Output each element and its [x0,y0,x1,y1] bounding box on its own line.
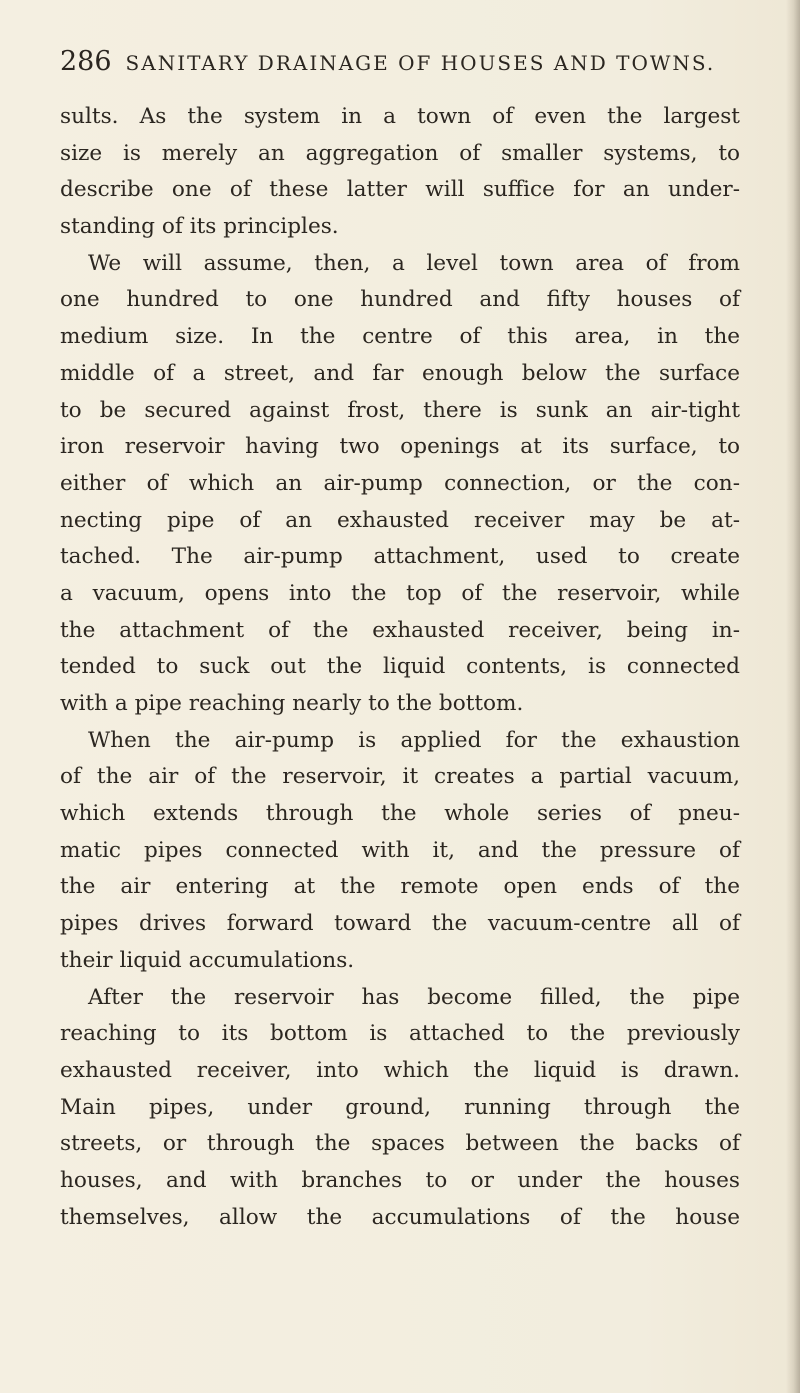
text-line: of the air of the reservoir, it creates a partial vacuum, [60,764,740,790]
text-line: their liquid accumulations. [60,947,355,973]
page-header [60,46,760,88]
text-line: tached. The air-pump attachment, used to create [60,544,740,570]
text-line: either of which an air-pump connection, or the con- [60,470,740,496]
text-line: with a pipe reaching nearly to the bottom. [60,691,524,716]
text-line: sults. As the system in a town of even the largest [60,104,740,129]
text-line: When the air-pump is applied for the exhaustion [88,727,740,753]
text-line: Main pipes, under ground, running through the [60,1094,740,1120]
text-line: tended to suck out the liquid contents, is connected [60,654,740,680]
text-line: middle of a street, and far enough below the surface [60,360,740,386]
text-line: medium size. In the centre of this area, in the [60,324,740,350]
text-line: standing of its principles. [60,214,339,240]
page-number: 286 [60,46,112,77]
text-line: themselves, allow the accumulations of the house [60,1204,740,1230]
text-line: a vacuum, opens into the top of the reservoir, while [60,580,740,606]
text-line: pipes drives forward toward the vacuum-centre all of [60,911,740,937]
text-line: matic pipes connected with it, and the pressure of [60,837,740,863]
text-line: reaching to its bottom is attached to the previously [60,1021,740,1047]
running-head: SANITARY DRAINAGE OF HOUSES AND TOWNS. [125,51,716,75]
text-line: one hundred to one hundred and fifty houses of [60,287,740,313]
text-line: streets, or through the spaces between the backs of [60,1131,740,1157]
text-line: iron reservoir having two openings at its surface, to [60,434,740,460]
text-line: which extends through the whole series of pneu- [60,801,740,827]
text-line: We will assume, then, a level town area of from [88,250,740,276]
text-line: After the reservoir has become filled, the pipe [88,984,740,1010]
text-line: to be secured against frost, there is sunk an air-tight [60,397,740,423]
text-line: necting pipe of an exhausted receiver may be at- [60,507,740,533]
text-line: exhausted receiver, into which the liquid is drawn. [60,1057,740,1083]
text-line: describe one of these latter will suffice for an under- [60,177,740,203]
text-line: the attachment of the exhausted receiver, being in- [60,617,740,643]
text-line: houses, and with branches to or under the houses [60,1167,740,1193]
body-text [60,99,740,1236]
text-line: the air entering at the remote open ends of the [60,874,740,900]
text-line: size is merely an aggregation of smaller systems, to [60,140,740,166]
page-edge-shadow [786,0,800,1393]
